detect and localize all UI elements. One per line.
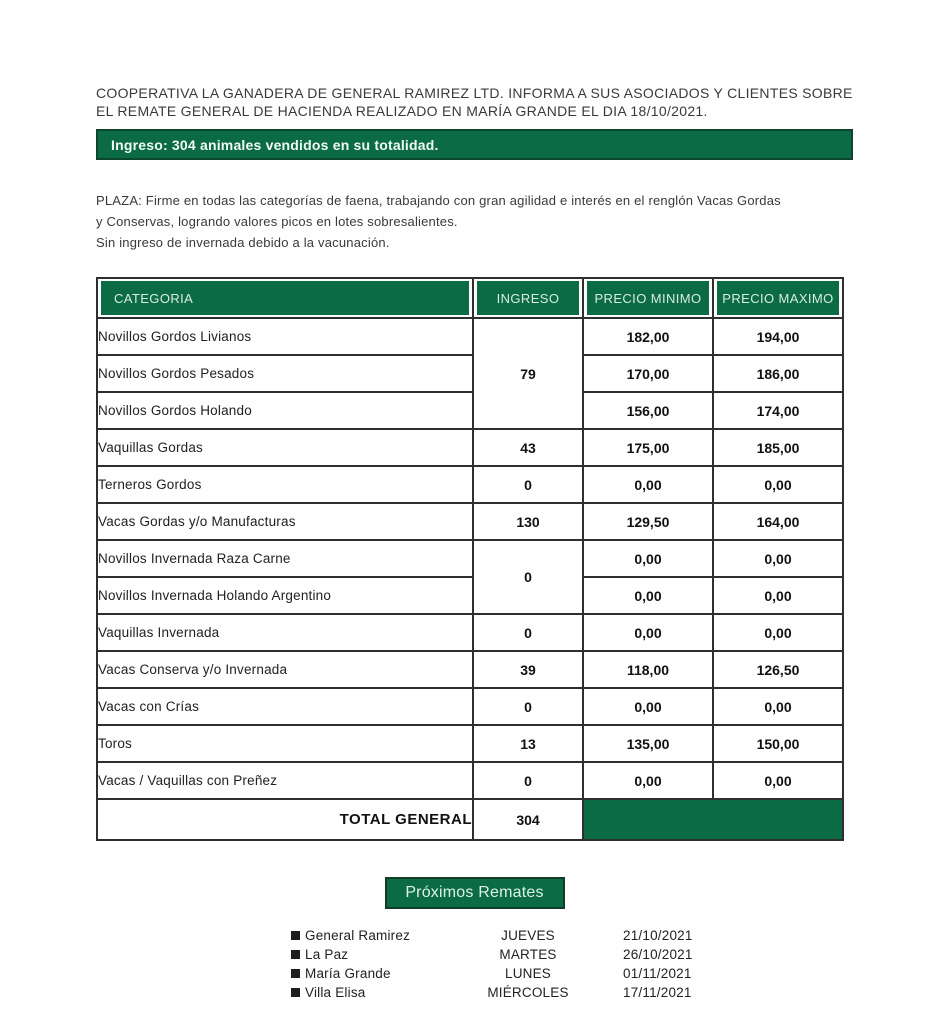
ingreso-cell: 79 [473,318,583,429]
proximos-remates-list [291,926,853,1002]
precio-min-cell: 170,00 [583,355,713,392]
category-cell: Novillos Gordos Holando [97,392,473,429]
table-row [97,540,843,577]
category-cell: Vacas / Vaquillas con Preñez [97,762,473,799]
category-cell: Vaquillas Invernada [97,614,473,651]
plaza-line-3: Sin ingreso de invernada debido a la vacunación. [96,235,390,250]
list-item [291,945,853,964]
category-cell: Vacas Conserva y/o Invernada [97,651,473,688]
precio-max-cell: 150,00 [713,725,843,762]
remate-date: 21/10/2021 [623,928,693,943]
remate-place: María Grande [305,966,391,981]
square-bullet-icon [291,969,300,978]
list-item [291,983,853,1002]
precio-min-cell: 0,00 [583,762,713,799]
precio-max-cell: 0,00 [713,688,843,725]
precio-min-cell: 129,50 [583,503,713,540]
ingreso-cell: 13 [473,725,583,762]
table-row [97,614,843,651]
auction-results-table [96,277,844,841]
remate-day: JUEVES [501,928,555,943]
total-green-cell [583,799,843,840]
precio-max-cell: 185,00 [713,429,843,466]
precio-max-cell: 164,00 [713,503,843,540]
table-row [97,577,843,614]
precio-min-cell: 156,00 [583,392,713,429]
square-bullet-icon [291,988,300,997]
precio-min-cell: 0,00 [583,614,713,651]
category-cell: Novillos Gordos Livianos [97,318,473,355]
total-ingreso-cell: 304 [473,799,583,840]
ingreso-cell: 0 [473,762,583,799]
table-header-row [97,278,843,318]
category-cell: Terneros Gordos [97,466,473,503]
total-label-cell: TOTAL GENERAL [97,799,473,840]
precio-max-cell: 0,00 [713,614,843,651]
header-ingreso: INGRESO [473,278,583,318]
ingreso-banner-text: Ingreso: 304 animales vendidos en su totalidad. [111,136,439,153]
table-row [97,392,843,429]
square-bullet-icon [291,950,300,959]
remate-date: 01/11/2021 [623,966,692,981]
category-cell: Vacas Gordas y/o Manufacturas [97,503,473,540]
intro-line-2: EL REMATE GENERAL DE HACIENDA REALIZADO EN MARÍA GRANDE EL DIA 18/10/2021. [96,103,708,119]
remate-day: LUNES [504,966,551,981]
table-header [97,278,843,318]
precio-min-cell: 175,00 [583,429,713,466]
remate-date: 17/11/2021 [623,985,692,1000]
list-item [291,926,853,945]
ingreso-cell: 39 [473,651,583,688]
remate-place: General Ramirez [305,928,411,943]
precio-max-cell: 0,00 [713,466,843,503]
table-row [97,725,843,762]
precio-max-cell: 126,50 [713,651,843,688]
category-cell: Novillos Invernada Holando Argentino [97,577,473,614]
precio-max-cell: 0,00 [713,762,843,799]
header-precio-maximo: PRECIO MAXIMO [713,278,843,318]
precio-max-cell: 0,00 [713,540,843,577]
table-row [97,466,843,503]
list-item [291,964,853,983]
header-categoria: CATEGORIA [97,278,473,318]
table-row [97,503,843,540]
precio-max-cell: 194,00 [713,318,843,355]
plaza-line-1: PLAZA: Firme en todas las categorías de faena, trabajando con gran agilidad e interés en el renglón Vacas Gordas [96,193,781,208]
plaza-paragraph [96,190,853,253]
table-row [97,318,843,355]
category-cell: Vacas con Crías [97,688,473,725]
category-cell: Novillos Invernada Raza Carne [97,540,473,577]
precio-max-cell: 0,00 [713,577,843,614]
ingreso-cell: 43 [473,429,583,466]
precio-min-cell: 0,00 [583,466,713,503]
table-row [97,429,843,466]
total-row [97,799,843,840]
table-row [97,762,843,799]
precio-min-cell: 0,00 [583,577,713,614]
table-row [97,688,843,725]
precio-min-cell: 135,00 [583,725,713,762]
intro-paragraph [96,84,853,120]
precio-min-cell: 182,00 [583,318,713,355]
ingreso-cell: 0 [473,466,583,503]
remate-day: MIÉRCOLES [487,985,569,1000]
header-precio-minimo: PRECIO MINIMO [583,278,713,318]
category-cell: Novillos Gordos Pesados [97,355,473,392]
ingreso-cell: 0 [473,614,583,651]
proximos-remates-title: Próximos Remates [405,884,544,901]
category-cell: Toros [97,725,473,762]
remate-place: La Paz [305,947,349,962]
proximos-remates-banner [385,877,565,909]
ingreso-cell: 130 [473,503,583,540]
ingreso-banner [96,129,853,160]
precio-max-cell: 186,00 [713,355,843,392]
precio-max-cell: 174,00 [713,392,843,429]
precio-min-cell: 0,00 [583,688,713,725]
intro-line-1: COOPERATIVA LA GANADERA DE GENERAL RAMIREZ LTD. INFORMA A SUS ASOCIADOS Y CLIENTES SOBRE [96,85,853,101]
remate-date: 26/10/2021 [623,947,693,962]
square-bullet-icon [291,931,300,940]
plaza-line-2: y Conservas, logrando valores picos en lotes sobresalientes. [96,214,458,229]
table-row [97,355,843,392]
category-cell: Vaquillas Gordas [97,429,473,466]
table-row [97,651,843,688]
remate-day: MARTES [499,947,557,962]
precio-min-cell: 0,00 [583,540,713,577]
ingreso-cell: 0 [473,688,583,725]
remate-place: Villa Elisa [305,985,366,1000]
precio-min-cell: 118,00 [583,651,713,688]
ingreso-cell: 0 [473,540,583,614]
